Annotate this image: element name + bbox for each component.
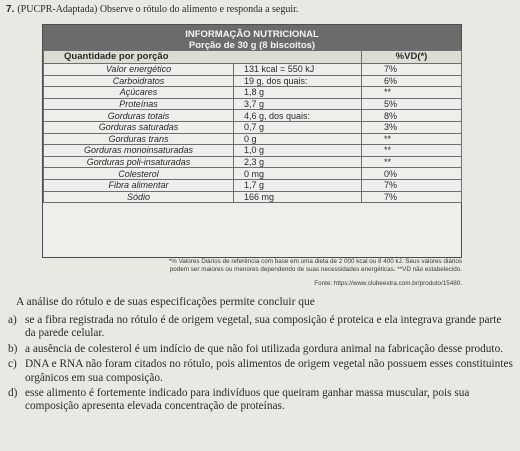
nutrient-vd: 3% (362, 121, 462, 133)
table-row (44, 98, 462, 110)
footnote-line1: *% Valores Diários de referência com base em uma dieta de 2 000 kcal ou 8 400 kJ. Seus valores diários (168, 258, 462, 265)
nutrient-quantity: 0 mg (234, 168, 362, 180)
nutrition-label (42, 24, 462, 258)
nutrient-quantity: 131 kcal = 550 kJ (234, 64, 362, 76)
option-text: esse alimento é fortemente indicado para indivíduos que queiram ganhar massa muscular, pois sua composição apresenta elevada concentração de proteínas. (25, 387, 470, 413)
table-header-row (44, 51, 462, 64)
footnote-line2: podem ser maiores ou menores dependendo de suas necessidades energéticas. **VD não estabelecido. (169, 265, 462, 273)
table-row (44, 87, 462, 99)
nutrient-vd: ** (362, 133, 462, 145)
table-row (44, 64, 462, 76)
nutrition-label-title (43, 25, 461, 50)
option-a[interactable] (8, 314, 514, 341)
nutrient-name: Gorduras saturadas (44, 121, 234, 133)
nutrient-name: Gorduras poli-insaturadas (44, 156, 234, 168)
nutrient-name: Fibra alimentar (44, 179, 234, 191)
nutrient-quantity: 1,7 g (234, 179, 362, 191)
nutrient-quantity: 1,8 g (234, 87, 362, 99)
nutrient-vd: 7% (362, 64, 462, 76)
table-row (44, 121, 462, 133)
question-number: 7. (6, 4, 15, 15)
table-row (44, 179, 462, 191)
nutrient-name: Sódio (44, 191, 234, 203)
label-title-line1: INFORMAÇÃO NUTRICIONAL (185, 29, 319, 40)
option-letter: c) (8, 358, 17, 371)
label-footnote (44, 258, 462, 273)
nutrient-name: Gorduras trans (44, 133, 234, 145)
nutrient-quantity: 0 g (234, 133, 362, 145)
nutrient-vd: ** (362, 156, 462, 168)
option-d[interactable] (8, 387, 514, 414)
option-letter: d) (8, 387, 18, 400)
nutrient-quantity: 2,3 g (234, 156, 362, 168)
option-b[interactable] (8, 343, 514, 356)
nutrient-vd: 0% (362, 168, 462, 180)
table-row (44, 156, 462, 168)
nutrient-vd: 6% (362, 75, 462, 87)
option-text: a ausência de colesterol é um indício de que não foi utilizada gordura animal na fabricação desse produto. (25, 342, 504, 355)
nutrient-name: Gorduras monoinsaturadas (44, 145, 234, 157)
option-letter: a) (8, 314, 17, 326)
nutrient-name: Colesterol (44, 168, 234, 180)
table-row (44, 168, 462, 180)
nutrient-name: Gorduras totais (44, 110, 234, 122)
col-quantity-header: Quantidade por porção (44, 51, 362, 64)
nutrient-vd: 8% (362, 110, 462, 122)
option-text: DNA e RNA não foram citados no rótulo, pois alimentos de origem vegetal não possuem esses constituintes orgânicos em sua composição. (25, 358, 513, 384)
col-vd-header: %VD(*) (362, 51, 462, 64)
nutrient-name: Carboidratos (44, 75, 234, 87)
nutrient-quantity: 3,7 g (234, 98, 362, 110)
table-row (44, 133, 462, 145)
nutrient-quantity: 0,7 g (234, 121, 362, 133)
nutrient-quantity: 4,6 g, dos quais: (234, 110, 362, 122)
option-text: se a fibra registrada no rótulo é de origem vegetal, sua composição é proteica e ela integrava grande parte da parede celular. (25, 314, 502, 340)
question-header (6, 4, 514, 16)
nutrient-quantity: 1,0 g (234, 145, 362, 157)
label-title-line2: Porção de 30 g (8 biscoitos) (188, 40, 316, 51)
nutrient-quantity: 166 mg (234, 191, 362, 203)
answer-options (8, 314, 514, 416)
nutrient-name: Proteínas (44, 98, 234, 110)
table-row (44, 75, 462, 87)
option-c[interactable] (8, 358, 514, 385)
nutrient-vd: ** (362, 145, 462, 157)
question-prompt: A análise do rótulo e de suas especificações permite concluir que (16, 296, 315, 308)
nutrient-vd: 7% (362, 191, 462, 203)
nutrient-vd: ** (362, 87, 462, 99)
question-source-text: (PUCPR-Adaptada) Observe o rótulo do alimento e responda a seguir. (17, 4, 299, 15)
nutrition-table (43, 50, 462, 203)
table-row (44, 110, 462, 122)
table-row (44, 145, 462, 157)
nutrient-quantity: 19 g, dos quais: (234, 75, 362, 87)
table-row (44, 191, 462, 203)
nutrient-name: Açúcares (44, 87, 234, 99)
nutrient-vd: 7% (362, 179, 462, 191)
option-letter: b) (8, 342, 18, 355)
nutrient-name: Valor energético (44, 64, 234, 76)
nutrient-vd: 5% (362, 98, 462, 110)
source-citation: Fonte: https://www.clubeextra.com.br/produto/15480. (314, 280, 462, 287)
